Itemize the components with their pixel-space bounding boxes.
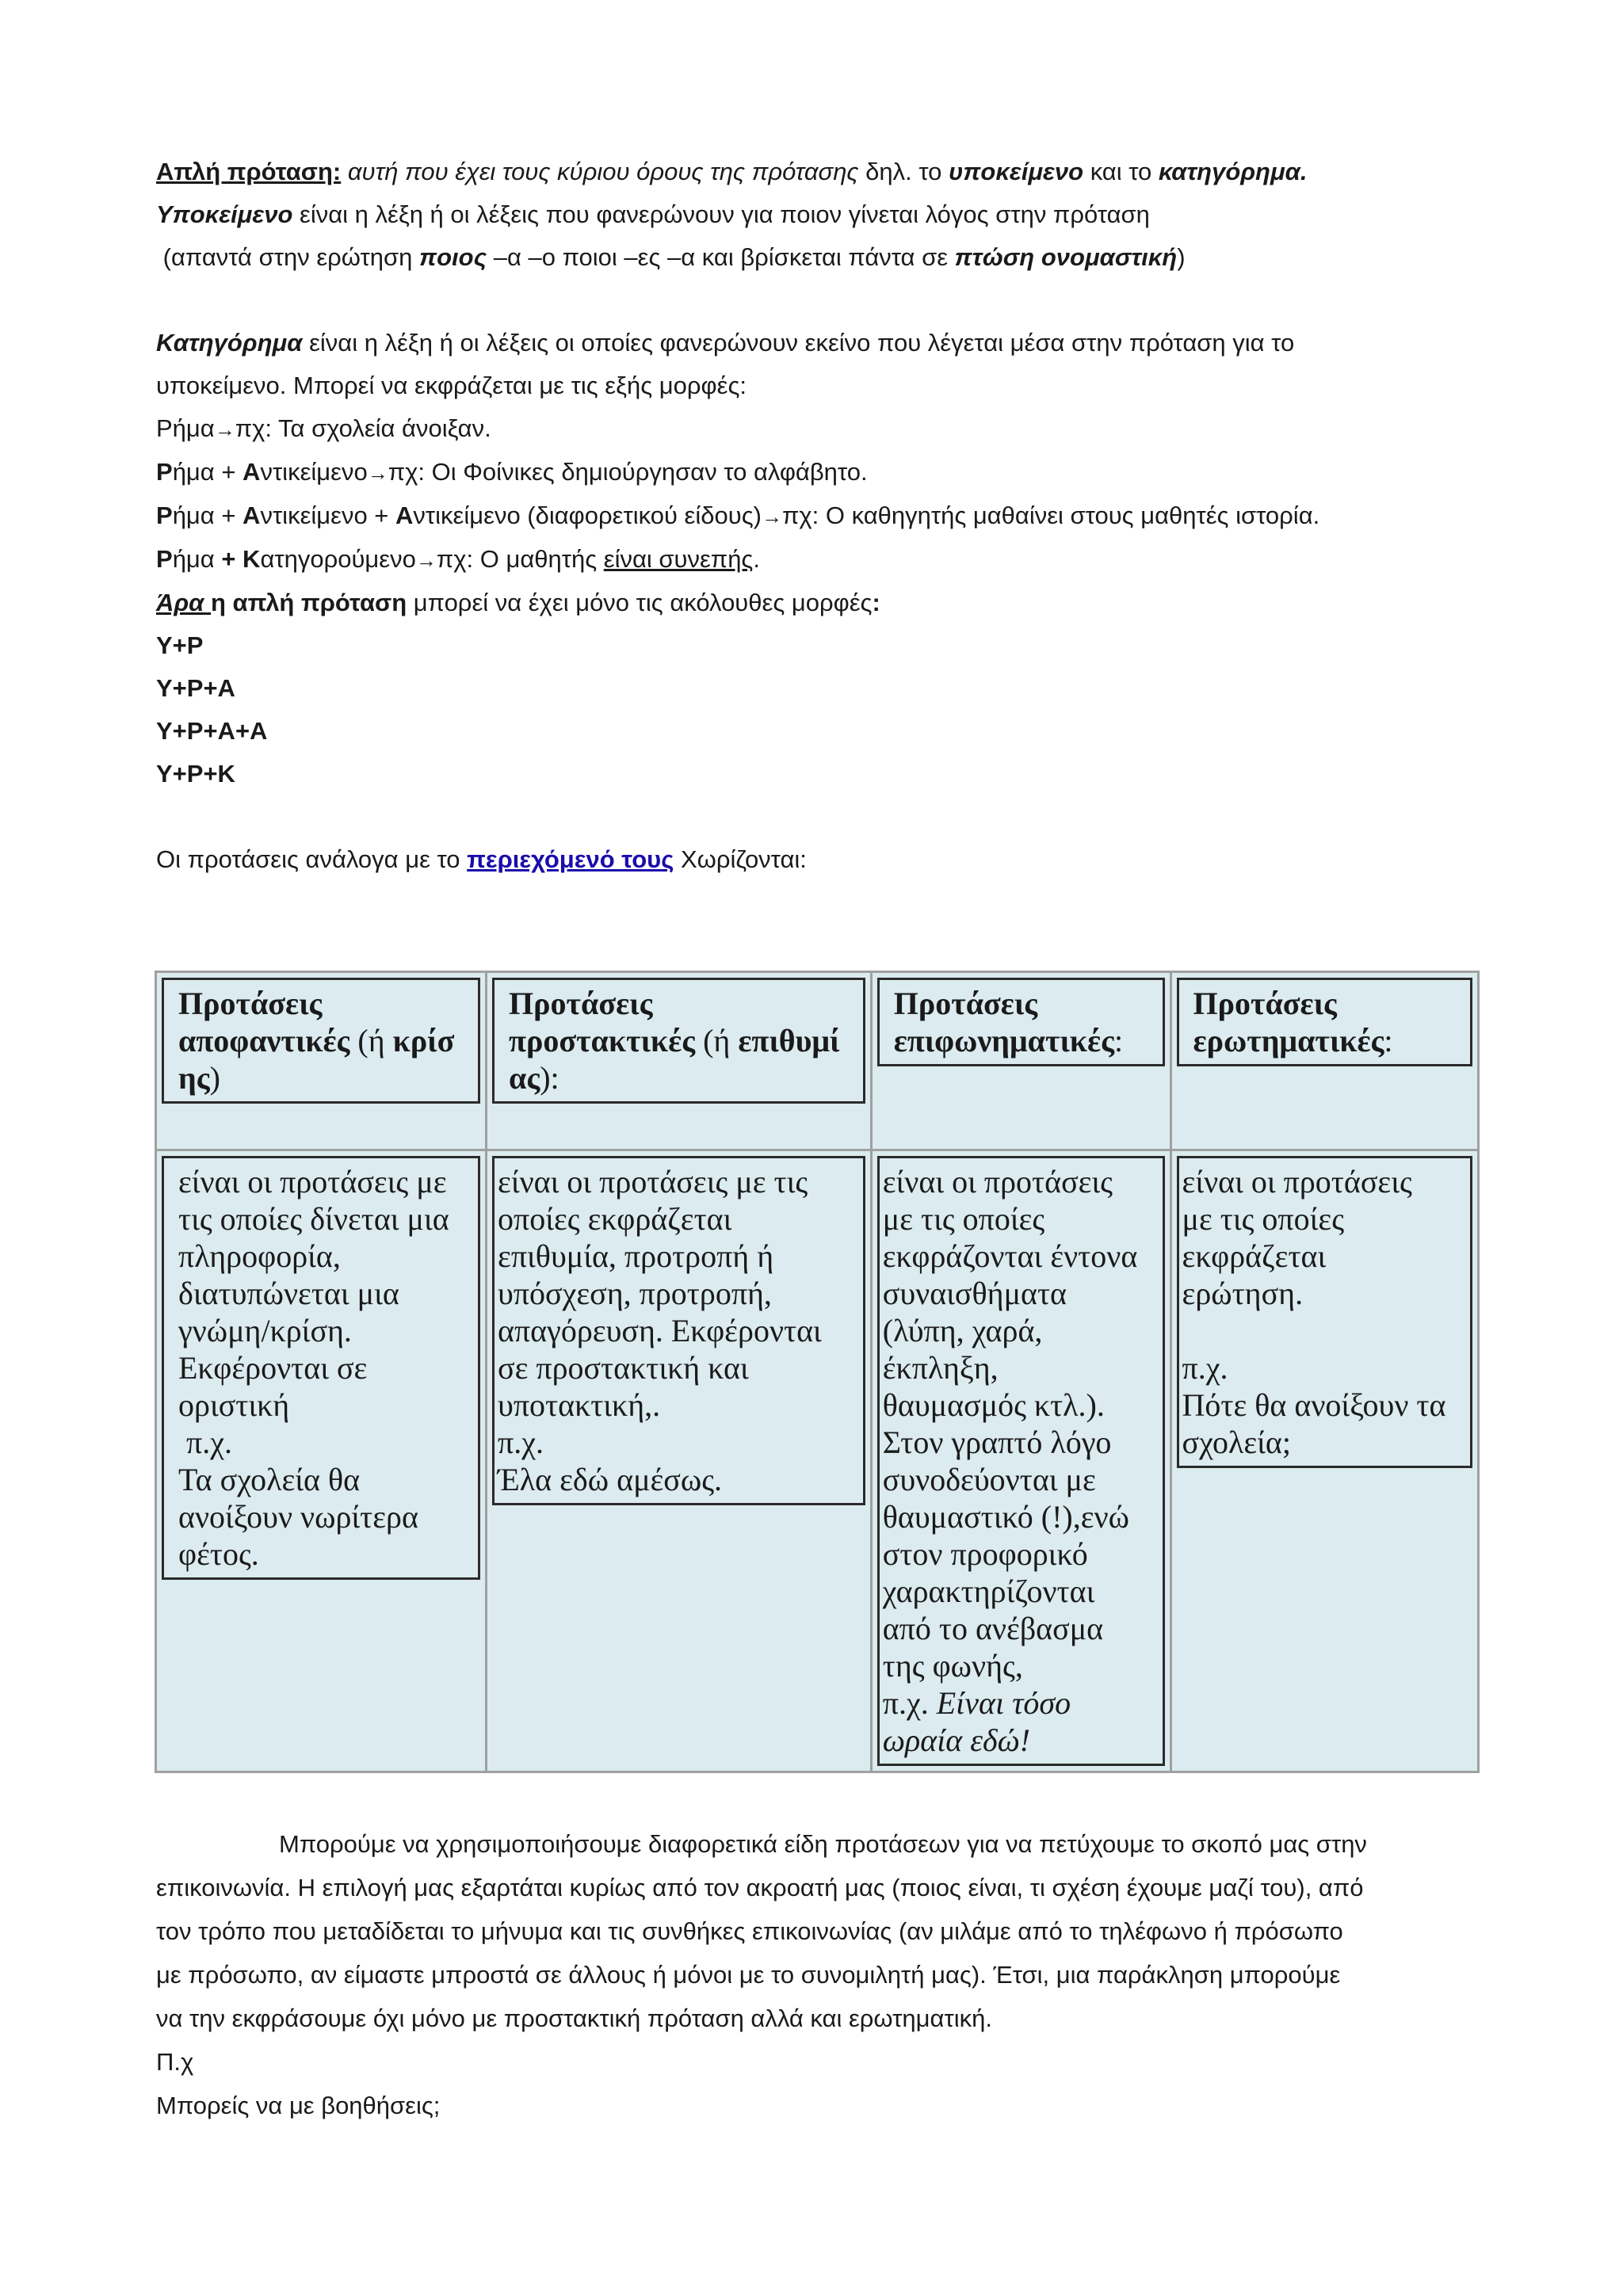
arrow-icon: → xyxy=(367,461,388,485)
arrow-icon: → xyxy=(415,548,437,572)
content-classification-line: Οι προτάσεις ανάλογα με το περιεχόμενό τους Χωρίζονται: xyxy=(156,845,807,873)
term-simple-sentence: Απλή πρόταση: xyxy=(156,158,342,185)
arrow-icon: → xyxy=(761,505,782,528)
example-label: Π.χ xyxy=(156,2048,194,2076)
formula: Υ+Ρ xyxy=(156,631,204,659)
header-cell-interrogative: Προτάσεις ερωτηματικές: xyxy=(1170,972,1478,1150)
body-cell-exclamatory: είναι οι προτάσεις με τις οποίες εκφράζονται έντονα συναισθήματα (λύπη, χαρά, έκπληξη, θαυμασμός κτλ.). Στον γραπτό λόγο συνοδεύονται με θαυμαστικό (!),ενώ στον προφορικό χαρακτηρίζονται από το ανέβασμα της φωνής, π.χ. Είναι τόσο ωραία εδώ! xyxy=(871,1150,1170,1772)
simple-sentence-definition: Απλή πρόταση: αυτή που έχει τους κύριου όρους της πρότασης δηλ. το υποκείμενο και το κατηγόρημα. xyxy=(156,158,1308,185)
formula: Υ+Ρ+Α+Α xyxy=(156,717,268,745)
table-body-row xyxy=(156,1150,1479,1772)
closing-paragraph: Μπορούμε να χρησιμοποιήσουμε διαφορετικά είδη προτάσεων για να πετύχουμε το σκοπό μας στην επικοινωνία. Η επιλογή μας εξαρτάται κυρίως από τον ακροατή μας (ποιος είναι, τι σχέση έχουμε μαζί του), από τον τρόπο που μεταδίδεται το μήνυμα και τις συνθήκες επικοινωνίας (αν μιλάμε από το τηλέφωνο ή πρόσωπο με πρόσωπο, αν είμαστε μπροστά σε άλλους ή μόνοι με το συνομιλητή μας). Έτσι, μια παράκληση μπορούμε να την εκφράσουμε όχι μόνο με προστακτική πρόταση αλλά και ερωτηματική. Π.χ Μπορείς να με βοηθήσεις; xyxy=(156,1822,1480,2127)
body-cell-declarative: είναι οι προτάσεις με τις οποίες δίνεται μια πληροφορία, διατυπώνεται μια γνώμη/κρίση. Εκφέρονται σε οριστική π.χ. Τα σχολεία θα ανοίξουν νωρίτερα φέτος. xyxy=(156,1150,487,1772)
form-verb: Ρήμα→πχ: Τα σχολεία άνοιξαν. xyxy=(156,414,491,442)
header-cell-declarative: Προτάσεις αποφαντικές (ή κρίσ ης) xyxy=(156,972,487,1150)
example-sentence: Μπορείς να με βοηθήσεις; xyxy=(156,2092,441,2119)
predicate-forms-intro: υποκείμενο. Μπορεί να εκφράζεται με τις εξής μορφές: xyxy=(156,372,747,399)
formula: Υ+Ρ+Κ xyxy=(156,760,235,788)
predicate-definition: Κατηγόρημα είναι η λέξη ή οι λέξεις οι οποίες φανερώνουν εκείνο που λέγεται μέσα στην πρόταση για το xyxy=(156,329,1295,357)
subject-definition: Υποκείμενο είναι η λέξη ή οι λέξεις που φανερώνουν για ποιον γίνεται λόγος στην πρόταση xyxy=(156,200,1150,228)
subject-question-note: (απαντά στην ερώτηση ποιος –α –ο ποιοι –ες –α και βρίσκεται πάντα σε πτώση ονομαστική) xyxy=(162,243,1186,271)
header-cell-exclamatory: Προτάσεις επιφωνηματικές: xyxy=(871,972,1170,1150)
sentence-types-table xyxy=(155,971,1480,1773)
form-verb-object-object: Ρήμα + Αντικείμενο + Αντικείμενο (διαφορετικού είδους)→πχ: Ο καθηγητής μαθαίνει στους μαθητές ιστορία. xyxy=(156,502,1320,529)
form-verb-complement: Ρήμα + Κατηγορούμενο→πχ: Ο μαθητής είναι συνεπής. xyxy=(156,545,760,573)
arrow-icon: → xyxy=(214,418,235,441)
summary-line: Άρα η απλή πρόταση μπορεί να έχει μόνο τις ακόλουθες μορφές: xyxy=(156,589,880,616)
body-cell-imperative: είναι οι προτάσεις με τις οποίες εκφράζεται επιθυμία, προτροπή ή υπόσχεση, προτροπή, απαγόρευση. Εκφέρονται σε προστακτική και υποτακτική,. π.χ. Έλα εδώ αμέσως. xyxy=(487,1150,872,1772)
header-cell-imperative: Προτάσεις προστακτικές (ή επιθυμί ας): xyxy=(487,972,872,1150)
content-link[interactable]: περιεχόμενό τους xyxy=(467,845,674,873)
body-cell-interrogative: είναι οι προτάσεις με τις οποίες εκφράζεται ερώτηση. π.χ. Πότε θα ανοίξουν τα σχολεία; xyxy=(1170,1150,1478,1772)
formula: Υ+Ρ+Α xyxy=(156,674,235,702)
table-header-row xyxy=(156,972,1479,1150)
document-body xyxy=(156,151,1480,881)
form-verb-object: Ρήμα + Αντικείμενο→πχ: Οι Φοίνικες δημιούργησαν το αλφάβητο. xyxy=(156,458,868,486)
